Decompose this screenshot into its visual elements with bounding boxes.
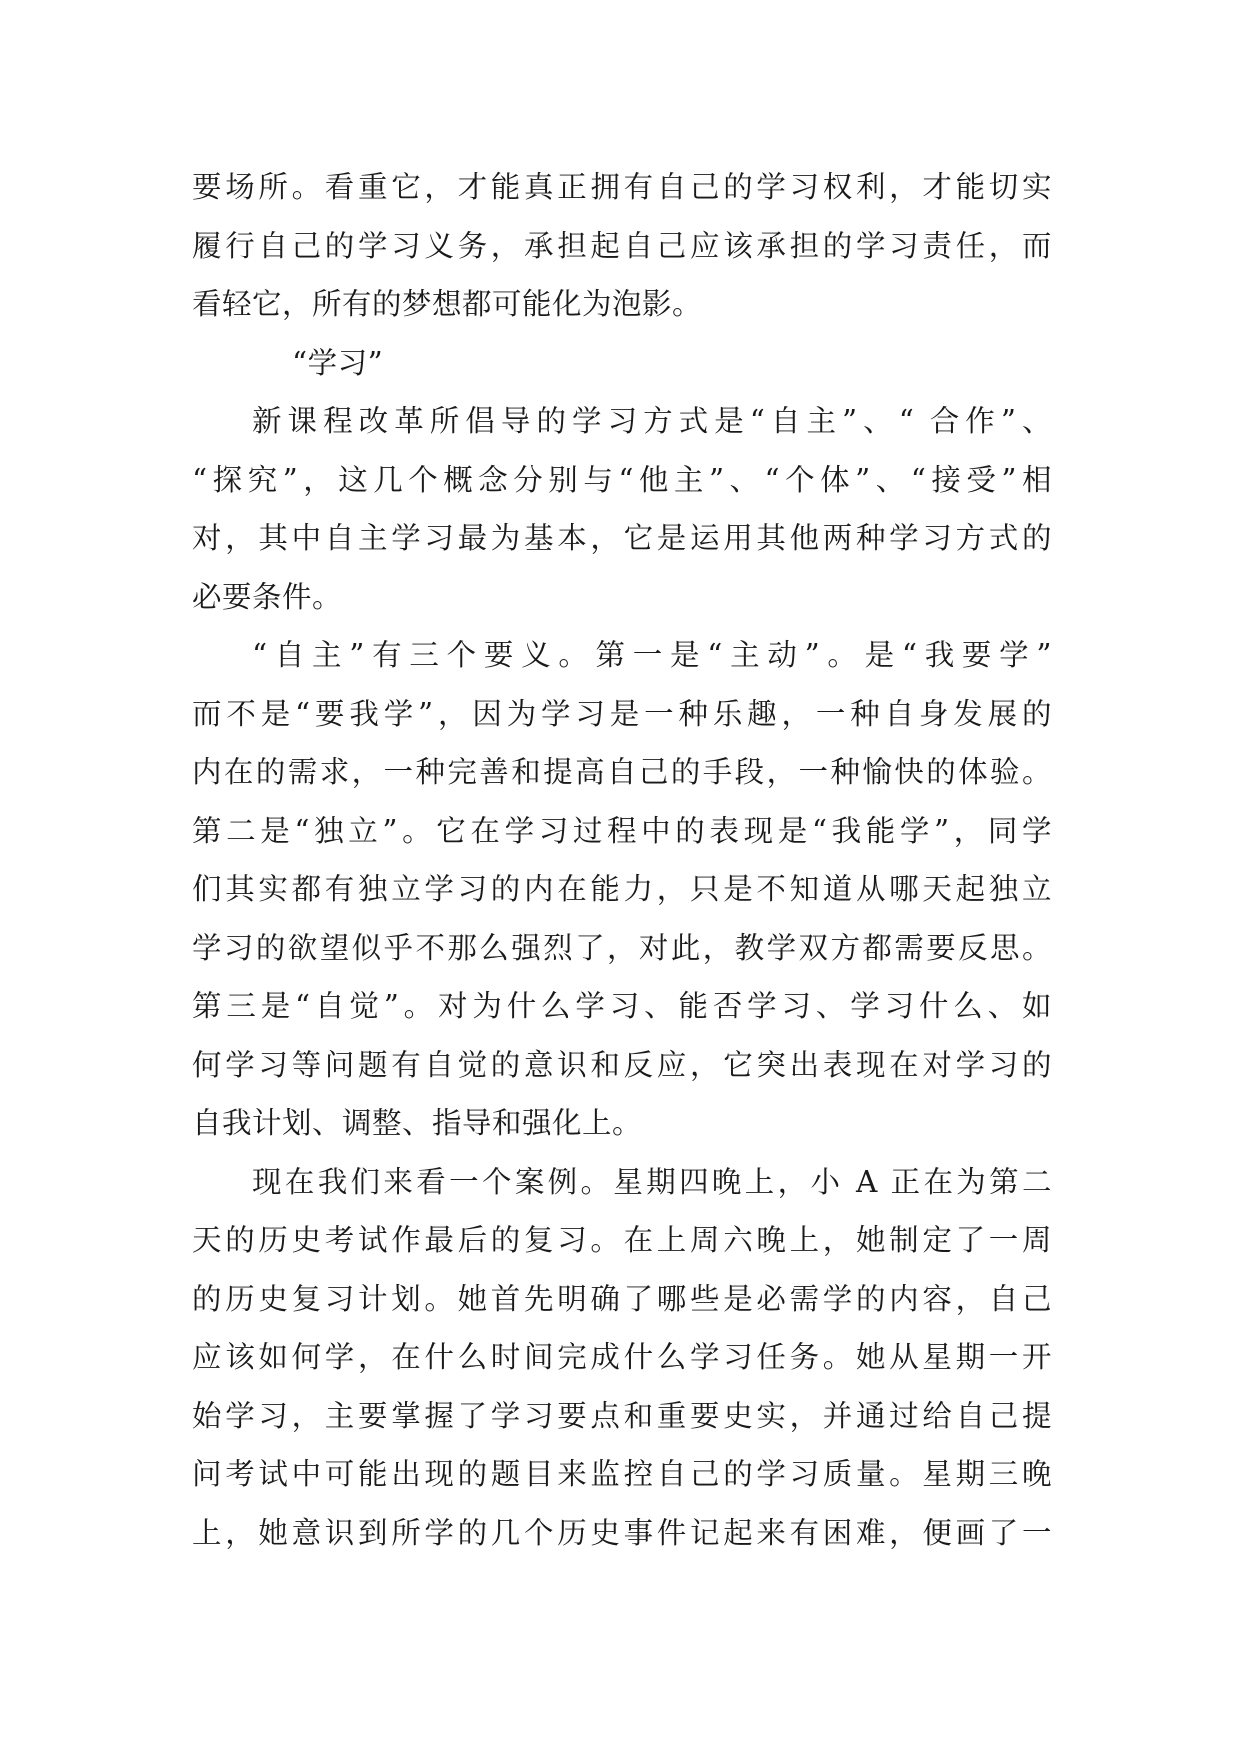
text-line: 必要条件。 [192,579,343,614]
text-line: 的历史复习计划。她首先明确了哪些是必需学的内容，自己 [192,1281,1052,1316]
document-body-text [192,158,1052,1562]
text-line: 上，她意识到所学的几个历史事件记起来有困难，便画了一 [192,1515,1052,1550]
text-line: 新课程改革所倡导的学习方式是“自主”、“ 合作”、 [252,404,1052,438]
text-line: 始学习，主要掌握了学习要点和重要史实，并通过给自己提 [192,1398,1052,1433]
text-line: 现在我们来看一个案例。星期四晚上，小 A 正在为第二 [252,1164,1052,1199]
text-line: 履行自己的学习义务，承担起自己应该承担的学习责任，而 [192,228,1052,263]
text-line: 看轻它，所有的梦想都可能化为泡影。 [192,287,703,321]
text-line: 自我计划、调整、指导和强化上。 [192,1106,643,1140]
text-line: 第三是“自觉”。对为什么学习、能否学习、学习什么、如 [192,989,1052,1023]
text-line: 内在的需求，一种完善和提高自己的手段，一种愉快的体验。 [192,755,1052,789]
text-line: 而不是“要我学”，因为学习是一种乐趣，一种自身发展的 [192,696,1052,731]
text-line: 学习的欲望似乎不那么强烈了，对此，教学双方都需要反思。 [192,930,1052,965]
text-line: 问考试中可能出现的题目来监控自己的学习质量。星期三晚 [192,1457,1052,1491]
text-line: “探究”，这几个概念分别与“他主”、“个体”、“接受”相 [192,462,1052,497]
text-line: 何学习等问题有自觉的意识和反应，它突出表现在对学习的 [192,1047,1052,1082]
text-line: 应该如何学，在什么时间完成什么学习任务。她从星期一开 [192,1340,1052,1374]
text-line: 天的历史考试作最后的复习。在上周六晚上，她制定了一周 [192,1223,1052,1257]
text-line: 要场所。看重它，才能真正拥有自己的学习权利，才能切实 [192,170,1052,204]
text-line: “学习” [292,345,384,380]
text-line: “自主”有三个要义。第一是“主动”。是“我要学” [252,638,1052,672]
text-line: 第二是“独立”。它在学习过程中的表现是“我能学”，同学 [192,813,1052,848]
text-line: 们其实都有独立学习的内在能力，只是不知道从哪天起独立 [192,872,1052,906]
text-line: 对，其中自主学习最为基本，它是运用其他两种学习方式的 [192,521,1052,555]
